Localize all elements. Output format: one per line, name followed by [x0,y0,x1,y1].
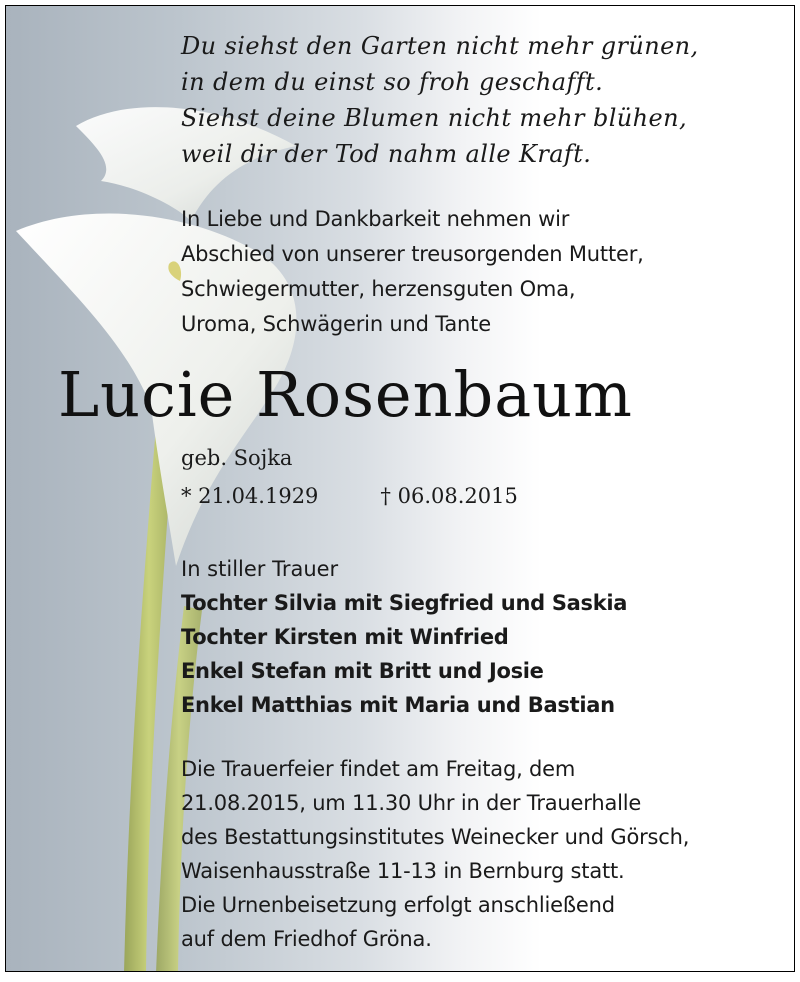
life-dates [181,484,518,508]
intro-line: Schwiegermutter, herzensguten Oma, [181,277,576,301]
ceremony-line: des Bestattungsinstitutes Weinecker und Görsch, [181,825,690,849]
mourner-line: Enkel Matthias mit Maria und Bastian [181,693,615,717]
mourners [181,552,627,722]
ceremony-info [181,752,689,956]
intro-line: Uroma, Schwägerin und Tante [181,312,491,336]
mourner-line: Tochter Silvia mit Siegfried und Saskia [181,591,628,615]
poem-line: Siehst deine Blumen nicht mehr blühen, [181,104,687,132]
birth-date: * 21.04.1929 [181,484,319,508]
ceremony-line: Die Trauerfeier findet am Freitag, dem [181,757,576,781]
ceremony-line: Die Urnenbeisetzung erfolgt anschließend [181,893,615,917]
deceased-name: Lucie Rosenbaum [58,358,633,431]
mourners-heading: In stiller Trauer [181,557,339,581]
poem-line: weil dir der Tod nahm alle Kraft. [181,140,592,168]
ceremony-line: Waisenhausstraße 11-13 in Bernburg statt. [181,859,625,883]
farewell-intro [181,202,644,342]
birth-name: geb. Sojka [181,446,293,470]
mourner-line: Enkel Stefan mit Britt und Josie [181,659,544,683]
ceremony-line: 21.08.2015, um 11.30 Uhr in der Trauerhalle [181,791,642,815]
mourner-line: Tochter Kirsten mit Winfried [181,625,509,649]
intro-line: In Liebe und Dankbarkeit nehmen wir [181,207,570,231]
poem [181,28,699,172]
ceremony-line: auf dem Friedhof Gröna. [181,927,432,951]
death-date: † 06.08.2015 [380,484,518,508]
obituary-notice [5,5,795,972]
intro-line: Abschied von unserer treusorgenden Mutter, [181,242,644,266]
poem-line: in dem du einst so froh geschafft. [181,68,604,96]
poem-line: Du siehst den Garten nicht mehr grünen, [181,32,699,60]
